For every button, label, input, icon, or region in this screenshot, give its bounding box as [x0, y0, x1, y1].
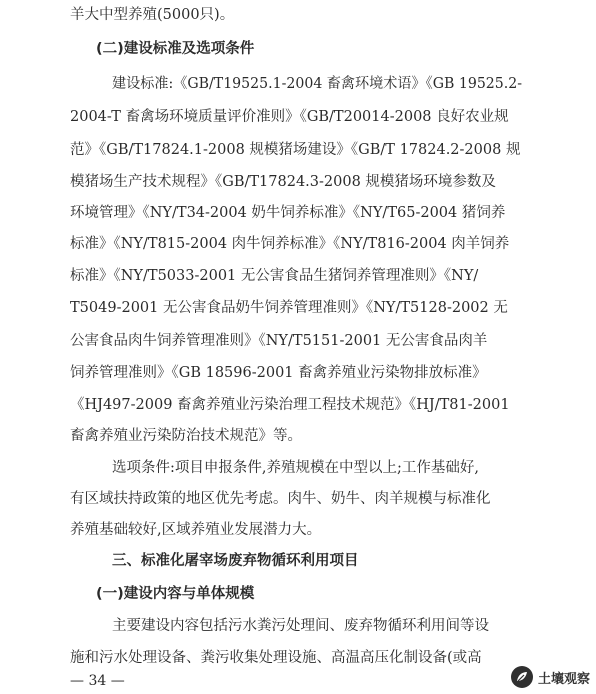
watermark-text: 土壤观察 — [537, 671, 590, 687]
line-text: 饲养管理准则》《GB 18596-2001 畜禽养殖业污染物排放标准》 — [70, 365, 487, 381]
line-text: 标准》《NY/T5033-2001 无公害食品生猪饲养管理准则》《NY/ — [70, 268, 479, 284]
text-line — [0, 233, 596, 255]
text-line — [0, 519, 596, 541]
text-line — [0, 362, 596, 384]
line-text: 模猪场生产技术规程》《GB/T17824.3-2008 规模猪场环境参数及 — [70, 174, 496, 190]
heading-text: (二)建设标准及选项条件 — [96, 41, 255, 57]
line-text: 公害食品肉牛饲养管理准则》《NY/T5151-2001 无公害食品肉羊 — [70, 333, 488, 349]
line-text: 2004-T 畜禽场环境质量评价准则》《GB/T20014-2008 良好农业规 — [70, 109, 509, 125]
text-line — [0, 106, 596, 128]
text-line — [0, 488, 596, 510]
line-text: 《HJ497-2009 畜禽养殖业污染治理工程技术规范》《HJ/T81-2001 — [70, 397, 510, 413]
heading-text: 三、标准化屠宰场废弃物循环利用项目 — [112, 553, 359, 569]
text-line — [0, 457, 596, 479]
text-line — [0, 394, 596, 416]
text-line — [0, 615, 596, 637]
soil-observation-logo-icon — [511, 666, 533, 688]
text-line — [0, 425, 596, 447]
line-text: 范》《GB/T17824.1-2008 规模猪场建设》《GB/T 17824.2-2008 规 — [70, 142, 521, 158]
line-text: 羊大中型养殖(5000只)。 — [70, 7, 235, 23]
text-line — [0, 330, 596, 352]
text-line — [0, 265, 596, 287]
text-line — [0, 202, 596, 224]
text-line — [0, 171, 596, 193]
text-line — [0, 139, 596, 161]
text-line — [0, 647, 596, 669]
line-text: 主要建设内容包括污水粪污处理间、废弃物循环利用间等设 — [112, 618, 489, 634]
section-heading — [0, 583, 596, 605]
line-text: 有区域扶持政策的地区优先考虑。肉牛、奶牛、肉羊规模与标准化 — [70, 491, 491, 507]
line-text: 选项条件:项目申报条件,养殖规模在中型以上;工作基础好, — [112, 460, 479, 476]
text-line — [0, 297, 596, 319]
section-heading — [0, 550, 596, 572]
watermark — [511, 664, 590, 690]
heading-text: (一)建设内容与单体规模 — [96, 586, 255, 602]
line-text: 施和污水处理设备、粪污收集处理设施、高温高压化制设备(或高 — [70, 650, 482, 666]
line-text: 环境管理》《NY/T34-2004 奶牛饲养标准》《NY/T65-2004 猪饲养 — [70, 205, 506, 221]
line-text: 建设标准:《GB/T19525.1-2004 畜禽环境术语》《GB 19525.2- — [112, 76, 523, 92]
line-text: 标准》《NY/T815-2004 肉牛饲养标准》《NY/T816-2004 肉羊饲养 — [70, 236, 510, 252]
text-line — [0, 4, 596, 26]
line-text: T5049-2001 无公害食品奶牛饲养管理准则》《NY/T5128-2002 无 — [70, 300, 508, 316]
line-text: 畜禽养殖业污染防治技术规范》等。 — [70, 428, 302, 444]
line-text: 养殖基础较好,区域养殖业发展潜力大。 — [70, 522, 322, 538]
page-number: — 34 — — [70, 673, 125, 689]
section-heading — [0, 38, 596, 60]
text-line — [0, 73, 596, 95]
